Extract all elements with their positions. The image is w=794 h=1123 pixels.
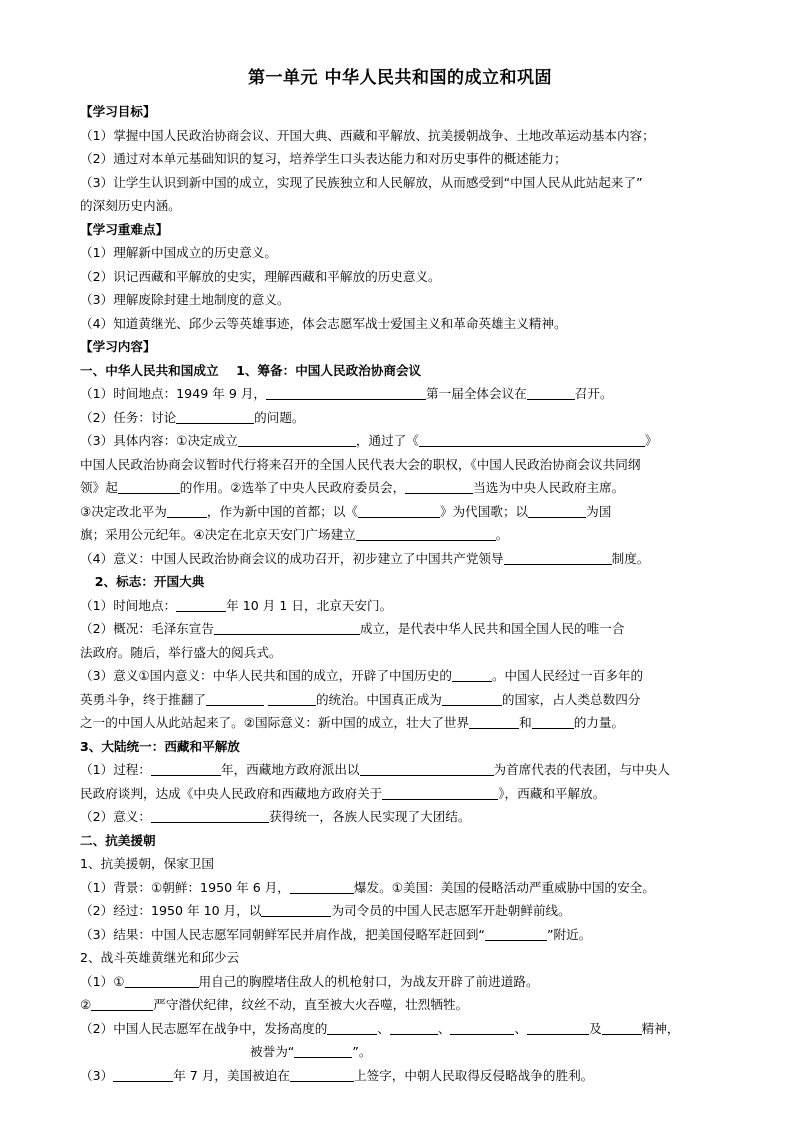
text-line: 【学习内容】: [80, 339, 156, 354]
fill-in-blank[interactable]: [485, 926, 547, 941]
text-line: （3）结果：中国人民志愿军同朝鲜军民并肩作战，把美国侵略军赶回到“ ”附近。: [80, 926, 592, 942]
text-line: 1、抗美援朝，保家卫国: [80, 856, 214, 871]
fill-in-blank[interactable]: [294, 1043, 352, 1058]
text-line: 3、大陆统一：西藏和平解放: [80, 738, 240, 754]
fill-in-blank[interactable]: [290, 879, 354, 894]
text-line: 一、中华人民共和国成立 1、筹备：中国人民政治协商会议: [80, 362, 422, 378]
fill-in-blank[interactable]: [214, 620, 360, 635]
fill-in-blank[interactable]: [390, 1020, 438, 1035]
fill-in-blank[interactable]: [290, 1067, 354, 1082]
text-line: （1）时间地点： 年 10 月 1 日，北京天安门。: [80, 597, 393, 613]
text-line: （2）意义： 获得统一，各族人民实现了大团结。: [80, 809, 471, 824]
fill-in-blank[interactable]: [419, 432, 645, 447]
document-body: [80, 100, 720, 1087]
text-line: （2）经过：1950 年 10 月，以 为司令员的中国人民志愿军开赴朝鲜前线。: [80, 903, 571, 918]
fill-in-blank[interactable]: [91, 996, 153, 1011]
text-line: 的深刻历史内涵。: [80, 198, 181, 213]
text-line: （3）意义①国内意义：中华人民共和国的成立，开辟了中国历史的 。中国人民经过一百多年的: [80, 668, 644, 683]
text-line: （2）通过对本单元基础知识的复习，培养学生口头表达能力和对历史事件的概述能力；: [80, 151, 567, 166]
fill-in-blank[interactable]: [125, 973, 199, 988]
text-line: 被誉为“ ”。: [250, 1044, 372, 1059]
text-line: （1）过程： 年，西藏地方政府派出以 为首席代表的代表团，与中央人: [80, 762, 670, 777]
page-title: 第一单元 中华人民共和国的成立和巩固: [248, 68, 552, 88]
text-line: 英勇斗争，终于推翻了 的统治。中国真正成为 的国家，占人类总数四分: [80, 691, 641, 707]
text-line: （4）意义：中国人民政治协商会议的成功召开，初步建立了中国共产党领导 制度。: [80, 550, 650, 566]
text-line: 2、标志：开国大典: [86, 574, 205, 589]
text-line: 【学习目标】: [80, 104, 156, 119]
fill-in-blank[interactable]: [238, 432, 356, 447]
text-line: 二、抗美援朝: [80, 832, 156, 848]
fill-in-blank[interactable]: [452, 667, 492, 682]
text-line: 民政府谈判，达成《中央人民政府和西藏地方政府关于 》，西藏和平解放。: [80, 785, 606, 801]
fill-in-blank[interactable]: [151, 808, 269, 823]
fill-in-blank[interactable]: [360, 761, 494, 776]
text-line: 【学习重难点】: [80, 221, 169, 237]
fill-in-blank[interactable]: [450, 1020, 514, 1035]
text-line: （3）理解废除封建土地制度的意义。: [80, 292, 290, 307]
document-page: [80, 66, 720, 1087]
text-line: （1）背景：①朝鲜：1950 年 6 月， 爆发。①美国：美国的侵略活动严重威胁中国的安全。: [80, 879, 655, 895]
text-line: （2）中国人民志愿军在战争中，发扬高度的 、 、 、 及 精神，: [80, 1020, 680, 1036]
text-line: （4）知道黄继光、邱少云等英雄事迹，体会志愿军战士爱国主义和革命英雄主义精神。: [80, 315, 567, 331]
fill-in-blank[interactable]: [176, 597, 226, 612]
fill-in-blank[interactable]: [206, 691, 264, 706]
text-line: （3）具体内容：①决定成立 ，通过了《 》: [80, 433, 658, 448]
fill-in-blank[interactable]: [151, 761, 221, 776]
text-line: （1）时间地点：1949 年 9 月， 第一届全体会议在 召开。: [80, 386, 613, 401]
fill-in-blank[interactable]: [167, 503, 207, 518]
fill-in-blank[interactable]: [113, 1067, 173, 1082]
fill-in-blank[interactable]: [358, 503, 440, 518]
fill-in-blank[interactable]: [527, 1020, 589, 1035]
fill-in-blank[interactable]: [268, 691, 316, 706]
text-line: 领》起 的作用。②选举了中央人民政府委员会， 当选为中央人民政府主席。: [80, 480, 625, 495]
fill-in-blank[interactable]: [382, 785, 498, 800]
fill-in-blank[interactable]: [602, 1020, 642, 1035]
fill-in-blank[interactable]: [118, 479, 180, 494]
text-line: （1）掌握中国人民政治协商会议、开国大典、西藏和平解放、抗美援朝战争、土地改革运动基本内容；: [80, 127, 655, 143]
fill-in-blank[interactable]: [327, 1020, 377, 1035]
text-line: （3） 年 7 月，美国被迫在 上签字，中朝人民取得反侵略战争的胜利。: [80, 1067, 594, 1083]
fill-in-blank[interactable]: [469, 714, 519, 729]
text-line: ③决定改北平为 ，作为新中国的首都；以《 》为代国歌；以 为国: [80, 503, 612, 519]
fill-in-blank[interactable]: [442, 691, 502, 706]
text-line: 2、战斗英雄黄继光和邱少云: [80, 950, 240, 965]
text-line: （2）概况：毛泽东宣告 成立，是代表中华人民共和国全国人民的唯一合: [80, 621, 625, 636]
fill-in-blank[interactable]: [356, 526, 496, 541]
text-line: 中国人民政治协商会议暂时代行将来召开的全国人民代表大会的职权，《中国人民政治协商会议共同纲: [80, 456, 641, 472]
text-line: （2）识记西藏和平解放的史实，理解西藏和平解放的历史意义。: [80, 268, 441, 284]
text-line: 法政府。随后，举行盛大的阅兵式。: [80, 644, 282, 660]
fill-in-blank[interactable]: [527, 385, 575, 400]
text-line: （1）① 用自己的胸膛堵住敌人的机枪射口，为战友开辟了前进道路。: [80, 973, 539, 989]
text-line: 旗；采用公元纪年。④决定在北京天安门广场建立 。: [80, 527, 509, 542]
fill-in-blank[interactable]: [261, 902, 331, 917]
fill-in-blank[interactable]: [405, 479, 473, 494]
fill-in-blank[interactable]: [532, 714, 574, 729]
text-line: ② 严守潜伏纪律，纹丝不动，直至被大火吞噬，壮烈牺牲。: [80, 997, 469, 1012]
text-line: （3）让学生认识到新中国的成立，实现了民族独立和人民解放，从而感受到“中国人民从此站起来了”: [80, 174, 643, 190]
text-line: （1）理解新中国成立的历史意义。: [80, 245, 277, 260]
fill-in-blank[interactable]: [266, 385, 426, 400]
text-line: （2）任务：讨论 的问题。: [80, 409, 305, 425]
text-line: 之一的中国人从此站起来了。②国际意义：新中国的成立，壮大了世界 和 的力量。: [80, 715, 625, 730]
fill-in-blank[interactable]: [176, 409, 254, 424]
fill-in-blank[interactable]: [504, 550, 612, 565]
fill-in-blank[interactable]: [528, 503, 586, 518]
